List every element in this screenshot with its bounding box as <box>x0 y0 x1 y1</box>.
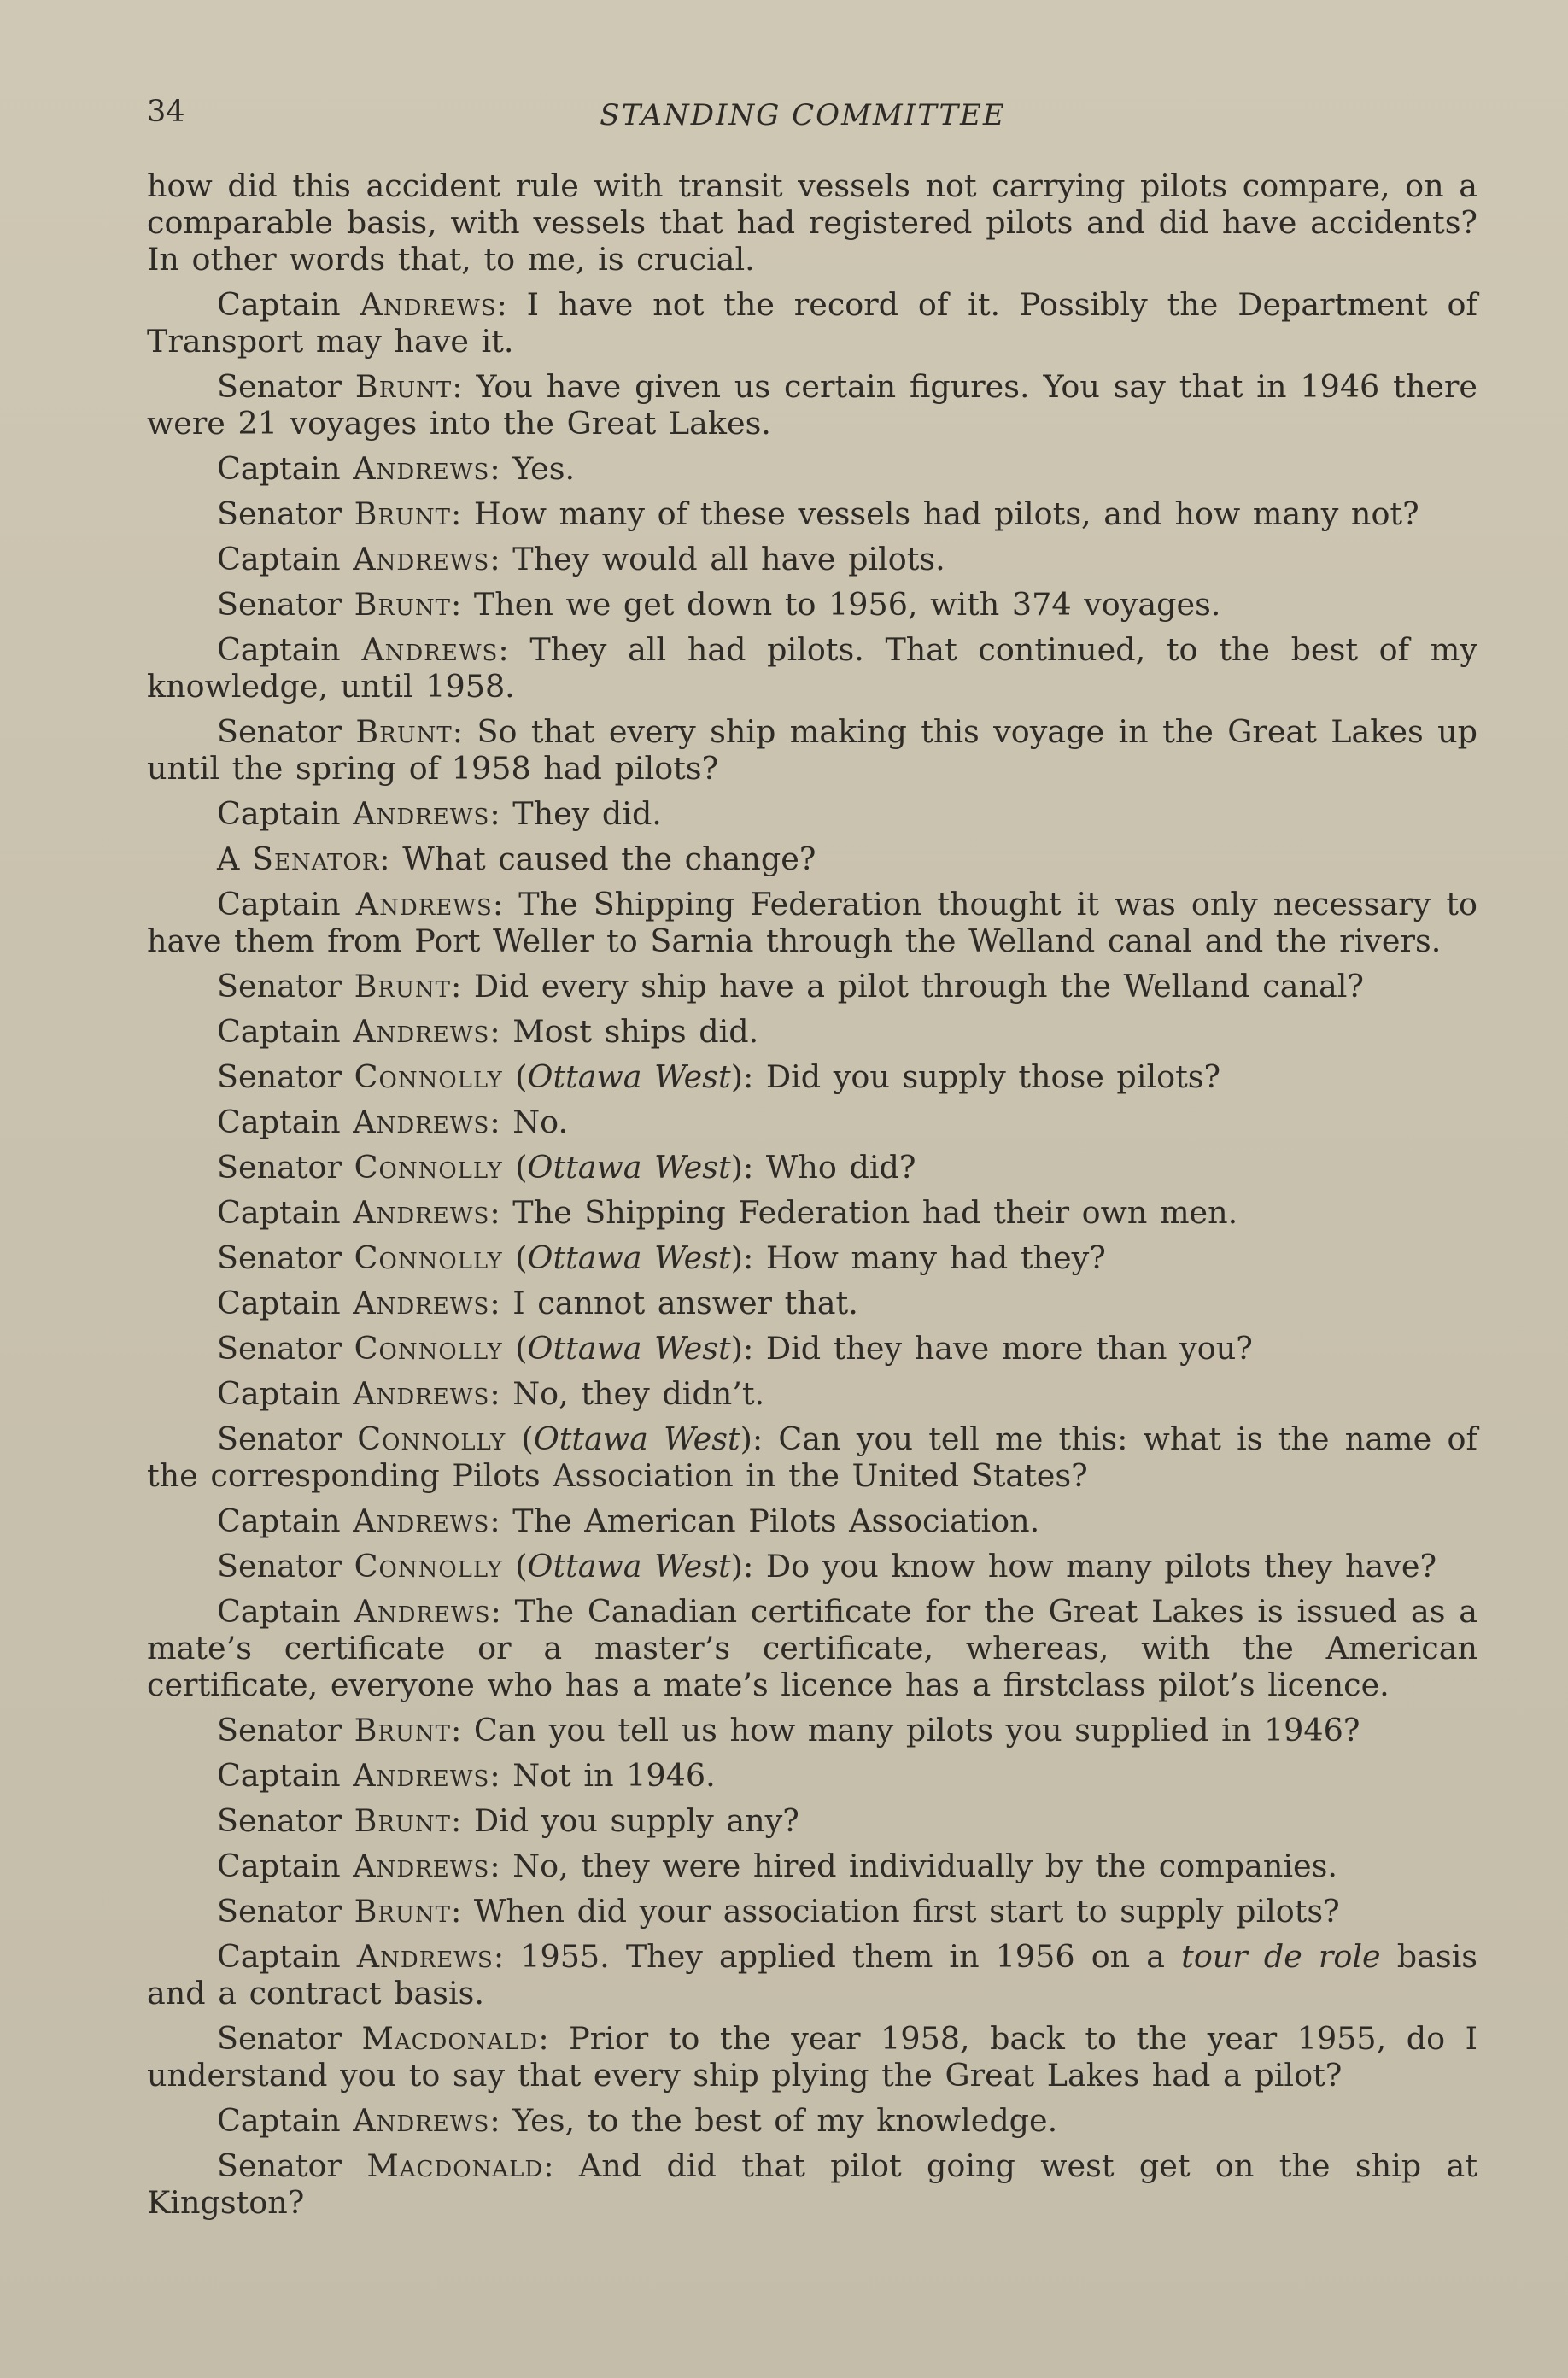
speaker-title: Senator <box>217 1802 354 1839</box>
speaker-name: Brunt <box>354 1802 451 1839</box>
speaker-name: Brunt <box>354 1893 451 1930</box>
speaker-name: Andrews <box>353 2102 490 2139</box>
speaker-name: Connolly <box>354 1149 503 1186</box>
speaker-colon: : <box>489 450 500 487</box>
speaker-colon: : <box>489 1285 500 1321</box>
transcript-paragraph <box>128 541 1477 577</box>
speech-text: When did your association first start to supply pilots? <box>461 1893 1340 1930</box>
speaker-riding: Ottawa West <box>527 1149 731 1186</box>
transcript-paragraph <box>128 840 1477 877</box>
page-number: 34 <box>147 95 185 129</box>
speaker-riding: Ottawa West <box>533 1420 740 1457</box>
page-header <box>128 94 1477 145</box>
speaker-name: Brunt <box>354 495 451 532</box>
speaker-colon: : <box>742 1058 754 1095</box>
speech-text: The Canadian certificate for the Great Lakes is issued as a mate’s certificate or a master’s certificate, whereas, with the American certificate, everyone who has a mate’s licence has a firstclass pilot’s licence. <box>147 1593 1477 1703</box>
speech-text: Do you know how many pilots they have? <box>753 1548 1437 1584</box>
speaker-title: Senator <box>217 1893 354 1930</box>
transcript-paragraph <box>128 167 1477 278</box>
speaker-title: Senator <box>217 2020 362 2057</box>
speaker-title: Captain <box>217 1375 354 1412</box>
speaker-name: Andrews <box>355 886 493 922</box>
transcript-paragraph <box>128 1593 1477 1703</box>
speaker-colon: : <box>489 1194 500 1231</box>
speaker-colon: : <box>450 1802 462 1839</box>
speaker-title: Captain <box>217 1013 354 1050</box>
speech-text: Prior to the year 1958, back to the year 1955, do I understand you to say that every ship plying the Great Lakes had a pilot? <box>147 2020 1477 2094</box>
speaker-colon: : <box>450 968 462 1004</box>
transcript-paragraph: Senator Connolly (Ottawa West): How many had they? <box>217 1239 1106 1276</box>
speech-text: Yes, to the best of my knowledge. <box>500 2102 1058 2139</box>
transcript-paragraph <box>128 1938 1477 2012</box>
speaker-colon: : <box>450 495 462 532</box>
speaker-colon: : <box>489 1375 500 1412</box>
speaker-colon: : <box>489 1013 500 1050</box>
transcript-paragraph <box>128 1285 1477 1321</box>
speaker-title: Senator <box>217 586 354 623</box>
speech-text: I have not the record of it. Possibly the Department of Transport may have it. <box>147 286 1477 360</box>
speaker-name: Connolly <box>354 1239 503 1276</box>
speaker-title: Senator <box>217 1149 354 1186</box>
speaker-name: Brunt <box>354 586 451 623</box>
speech-text: 1955. They applied them in 1956 on a <box>504 1938 1182 1975</box>
speech-text: Did every ship have a pilot through the Welland canal? <box>461 968 1364 1004</box>
transcript-paragraph <box>128 1104 1477 1140</box>
transcript-paragraph <box>128 1013 1477 1050</box>
speaker-title: Senator <box>217 1330 354 1367</box>
speaker-colon: : <box>489 541 500 577</box>
speaker-riding: Ottawa West <box>527 1239 731 1276</box>
transcript-paragraph <box>128 1375 1477 1412</box>
speech-text: Who did? <box>753 1149 916 1186</box>
speaker-name: Senator <box>251 840 380 877</box>
transcript-paragraph: Senator Connolly (Ottawa West): Did they have more than you? <box>217 1330 1253 1367</box>
speaker-title: Captain <box>217 1848 354 1884</box>
speaker-colon: : <box>490 1593 501 1630</box>
speaker-name: Andrews <box>361 631 499 668</box>
speech-text: The Shipping Federation thought it was only necessary to have them from Port Weller to Sarnia through the Welland canal and the rivers. <box>147 886 1477 959</box>
speech-text: Most ships did. <box>500 1013 759 1050</box>
speaker-name: Connolly <box>357 1420 506 1457</box>
running-title: STANDING COMMITTEE <box>600 98 1006 132</box>
transcript-paragraph <box>128 886 1477 959</box>
speaker-name: Brunt <box>355 713 453 750</box>
speaker-riding: Ottawa West <box>527 1330 731 1367</box>
speaker-title: Senator <box>217 1239 354 1276</box>
speech-text: Can you tell us how many pilots you supplied in 1946? <box>461 1712 1360 1748</box>
speech-text: You have given us certain figures. You say that in 1946 there were 21 voyages into the Great Lakes. <box>147 368 1477 442</box>
speech-text: Did you supply any? <box>461 1802 799 1839</box>
transcript-paragraph <box>128 586 1477 623</box>
speaker-name: Andrews <box>353 450 490 487</box>
speech-text: Can you tell me this: what is the name of the corresponding Pilots Association in the United States? <box>147 1420 1477 1494</box>
speaker-title: Captain <box>217 541 354 577</box>
speaker-title: Captain <box>217 631 362 668</box>
transcript-paragraph: Senator Connolly (Ottawa West): Can you tell me this: what is the name of the corresponding Pilots Association in the United States? <box>147 1420 1477 1494</box>
speaker-title: Senator <box>217 368 355 405</box>
speaker-colon: : <box>493 1938 505 1975</box>
speaker-name: Macdonald <box>361 2020 539 2057</box>
speaker-name: Andrews <box>354 1593 491 1630</box>
speaker-title: Captain <box>217 1757 354 1794</box>
speech-text: No. <box>500 1104 569 1140</box>
speaker-name: Andrews <box>353 1502 490 1539</box>
speech-text: Then we get down to 1956, with 374 voyages. <box>461 586 1221 623</box>
speaker-title: A <box>217 840 252 877</box>
speaker-riding: Ottawa West <box>527 1548 731 1584</box>
speech-text: And did that pilot going west get on the ship at Kingston? <box>147 2147 1477 2221</box>
speech-text: Not in 1946. <box>500 1757 716 1794</box>
transcript-paragraph <box>128 450 1477 487</box>
speaker-colon: : <box>452 368 463 405</box>
speech-text: They would all have pilots. <box>500 541 945 577</box>
speaker-colon: : <box>543 2147 554 2184</box>
speaker-colon: : <box>489 1848 500 1884</box>
speaker-title: Captain <box>217 795 354 832</box>
speaker-title: Captain <box>217 1285 354 1321</box>
speaker-colon: : <box>742 1548 754 1584</box>
speaker-colon: : <box>489 1757 500 1794</box>
transcript-paragraph <box>128 968 1477 1004</box>
speech-text: The Shipping Federation had their own men. <box>500 1194 1238 1231</box>
speaker-colon: : <box>450 1893 462 1930</box>
speaker-name: Brunt <box>354 368 453 405</box>
transcript-paragraph <box>128 631 1477 705</box>
speaker-colon: : <box>742 1239 754 1276</box>
transcript-paragraph <box>128 286 1477 360</box>
transcript-paragraph <box>128 1848 1477 1884</box>
speaker-colon: : <box>489 795 500 832</box>
speaker-title: Captain <box>217 1194 354 1231</box>
transcript-paragraph <box>128 368 1477 442</box>
speech-text: They did. <box>500 795 662 832</box>
speaker-name: Andrews <box>353 1104 490 1140</box>
speech-text: Did you supply those pilots? <box>753 1058 1221 1095</box>
speaker-name: Andrews <box>353 541 490 577</box>
speaker-colon: : <box>489 1502 500 1539</box>
speech-text: What caused the change? <box>389 840 816 877</box>
speech-text: No, they were hired individually by the companies. <box>500 1848 1337 1884</box>
transcript-paragraph: Senator Connolly (Ottawa West): Who did? <box>217 1149 916 1186</box>
speaker-title: Senator <box>217 968 354 1004</box>
speech-text: So that every ship making this voyage in the Great Lakes up until the spring of 1958 had pilots? <box>147 713 1477 787</box>
speaker-colon: : <box>538 2020 549 2057</box>
speaker-name: Andrews <box>353 795 490 832</box>
speaker-name: Connolly <box>354 1548 503 1584</box>
speaker-colon: : <box>379 840 390 877</box>
transcript-paragraph <box>128 1893 1477 1930</box>
speaker-name: Andrews <box>353 1757 490 1794</box>
speaker-name: Connolly <box>354 1058 503 1095</box>
speaker-title: Senator <box>217 2147 367 2184</box>
speaker-title: Captain <box>217 450 354 487</box>
speech-text: They all had pilots. That continued, to the best of my knowledge, until 1958. <box>147 631 1478 705</box>
transcript-paragraph <box>128 795 1477 832</box>
transcript-paragraph <box>128 1194 1477 1231</box>
speaker-name: Brunt <box>354 1712 451 1748</box>
document-page <box>128 94 1477 2229</box>
speech-text: how did this accident rule with transit vessels not carrying pilots compare, on a comparable basis, with vessels that had registered pilots and did have accidents? In other words that, to me, is crucial. <box>147 167 1477 278</box>
speaker-name: Andrews <box>356 1938 494 1975</box>
transcript-paragraph <box>128 2020 1477 2094</box>
speaker-title: Captain <box>217 1593 354 1630</box>
transcript <box>128 167 1477 2221</box>
transcript-paragraph <box>128 2102 1477 2139</box>
speech-text: Yes. <box>500 450 576 487</box>
transcript-paragraph <box>128 2147 1477 2221</box>
speaker-colon: : <box>450 1712 462 1748</box>
speaker-name: Andrews <box>353 1285 490 1321</box>
transcript-paragraph <box>128 1802 1477 1839</box>
speaker-colon: : <box>492 886 504 922</box>
transcript-paragraph <box>128 495 1477 532</box>
speaker-title: Senator <box>217 1420 358 1457</box>
speaker-colon: : <box>742 1149 754 1186</box>
speaker-colon: : <box>489 2102 500 2139</box>
speaker-title: Senator <box>217 1712 354 1748</box>
speaker-colon: : <box>742 1330 754 1367</box>
speaker-title: Captain <box>217 2102 354 2139</box>
speaker-colon: : <box>498 631 509 668</box>
speaker-name: Andrews <box>353 1013 490 1050</box>
speech-text-after: basis and a contract basis. <box>147 1938 1478 2012</box>
speaker-name: Andrews <box>353 1848 490 1884</box>
speech-text: How many had they? <box>753 1239 1106 1276</box>
speaker-title: Senator <box>217 713 356 750</box>
speaker-colon: : <box>496 286 507 323</box>
transcript-paragraph <box>128 1757 1477 1794</box>
speech-italic-text: tour de role <box>1181 1938 1381 1975</box>
speaker-title: Captain <box>217 1104 354 1140</box>
speaker-title: Captain <box>217 286 360 323</box>
speech-text: Did they have more than you? <box>753 1330 1253 1367</box>
speaker-colon: : <box>452 713 464 750</box>
transcript-paragraph: Senator Connolly (Ottawa West): Do you know how many pilots they have? <box>217 1548 1437 1584</box>
speaker-title: Senator <box>217 1058 354 1095</box>
speaker-name: Brunt <box>354 968 451 1004</box>
speech-text: I cannot answer that. <box>500 1285 858 1321</box>
speaker-title: Captain <box>217 1502 354 1539</box>
speaker-title: Captain <box>217 886 356 922</box>
speaker-colon: : <box>752 1420 764 1457</box>
speaker-name: Andrews <box>360 286 497 323</box>
transcript-paragraph <box>128 1712 1477 1748</box>
speaker-name: Connolly <box>354 1330 503 1367</box>
speaker-name: Andrews <box>353 1375 490 1412</box>
speaker-colon: : <box>489 1104 500 1140</box>
speech-text: The American Pilots Association. <box>500 1502 1040 1539</box>
speaker-riding: Ottawa West <box>527 1058 731 1095</box>
transcript-paragraph <box>128 713 1477 787</box>
speaker-title: Senator <box>217 1548 354 1584</box>
speaker-name: Macdonald <box>366 2147 544 2184</box>
speaker-colon: : <box>450 586 462 623</box>
transcript-paragraph: Senator Connolly (Ottawa West): Did you supply those pilots? <box>217 1058 1221 1095</box>
speaker-name: Andrews <box>353 1194 490 1231</box>
speech-text: No, they didn’t. <box>500 1375 765 1412</box>
transcript-paragraph <box>128 1502 1477 1539</box>
speech-text: How many of these vessels had pilots, and how many not? <box>461 495 1419 532</box>
speaker-title: Captain <box>217 1938 357 1975</box>
speaker-title: Senator <box>217 495 354 532</box>
